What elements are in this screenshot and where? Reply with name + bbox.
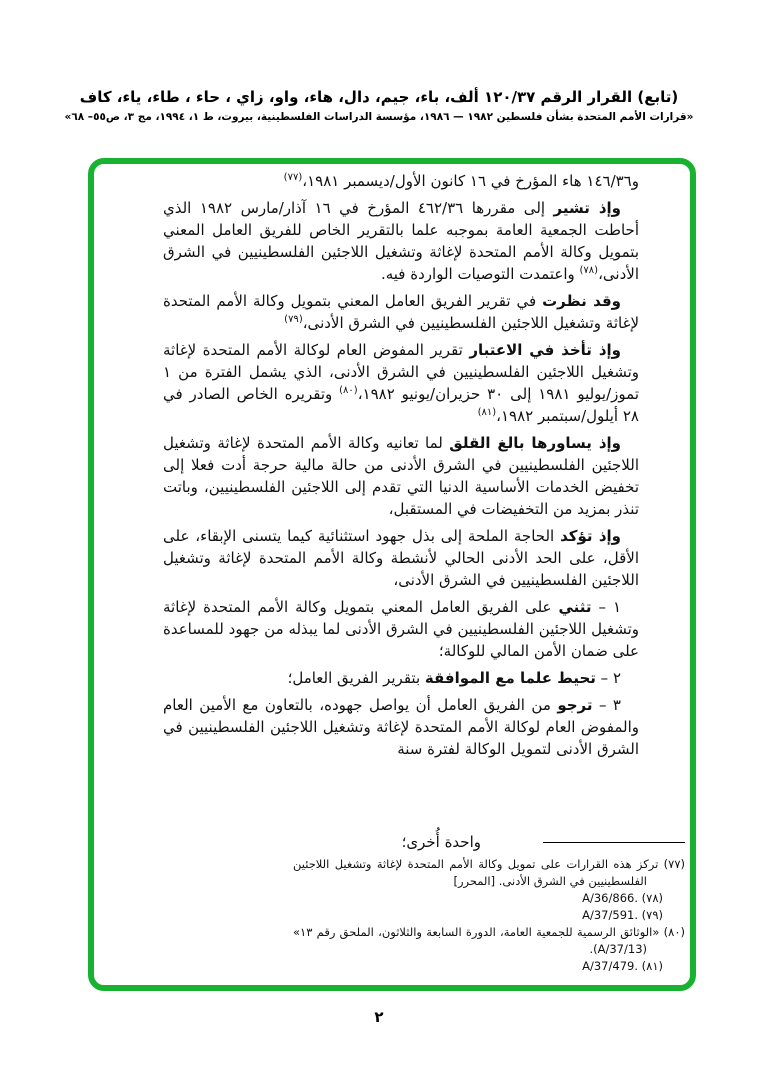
resolution-title: (تابع) القرار الرقم ١٢٠/٣٧ ألف، باء، جيم، دال، هاء، واو، زاي ، حاء ، طاء، ياء، كاف	[79, 88, 679, 106]
body-paragraph	[163, 694, 639, 760]
text-segment: وإذ تؤكد	[560, 527, 622, 545]
page-number: ٢	[374, 1008, 384, 1026]
footnote-number: (٧٧)	[658, 857, 685, 871]
text-segment: وإذ تشير	[553, 199, 621, 217]
text-segment: وتقريره الخاص الصادر في ٢٨ أيلول/سبتمبر ١٩٨٢،	[163, 385, 639, 425]
footnote-item	[293, 924, 685, 958]
text-segment: A/37/591.	[582, 908, 638, 922]
text-segment: الحاجة الملحة إلى بذل جهود استثنائية كيما يتسنى الإبقاء، على الأقل، على الحد الأدنى الحالي لأنشطة وكالة الأمم المتحدة لإغاثة وتشغيل اللاجئين الفلسطينيين في الشرق الأدنى،	[163, 527, 639, 589]
text-segment: لما تعانيه وكالة الأمم المتحدة لإغاثة وتشغيل اللاجئين الفلسطينيين في الشرق الأدنى من حالة مالية حرجة أدت فعلا إلى تخفيض الخدمات الأساسية الدنيا التي تقدم إلى اللاجئين الفلسطينيين، وباتت تنذر بمزيد من التخفيضات في المستقبل،	[163, 434, 639, 518]
text-segment: ٢ –	[595, 669, 621, 687]
page-header	[0, 88, 758, 123]
text-segment: في تقرير الفريق العامل المعني بتمويل وكالة الأمم المتحدة لإغاثة وتشغيل اللاجئين الفلسطينيين في الشرق الأدنى،	[163, 292, 639, 332]
content-frame	[88, 158, 696, 991]
text-segment: إلى مقررها ٤٦٢/٣٦ المؤرخ في ١٦ آذار/مارس ١٩٨٢ الذي أحاطت الجمعية العامة بموجبه علما بالتقرير الخاص للفريق العامل المعني بتمويل وكالة الأمم المتحدة لإغاثة وتشغيل اللاجئين الفلسطينيين في الشرق الأدنى،	[163, 199, 639, 283]
text-segment: و١٤٦/٣٦ هاء المؤرخ في ١٦ كانون الأول/ديسمبر ١٩٨١،	[302, 172, 639, 190]
text-segment: وإذ يساورها بالغ القلق	[449, 434, 621, 452]
footnote-item	[293, 907, 685, 924]
body-paragraph	[163, 525, 639, 591]
footnote-number: (٧٨)	[637, 891, 663, 905]
text-segment: واعتمدت التوصيات الواردة فيه.	[380, 265, 580, 283]
last-line-text: واحدة أُخرى؛	[401, 833, 481, 851]
body-paragraph	[163, 290, 639, 334]
body-paragraph	[163, 339, 639, 427]
source-citation: «قرارات الأمم المتحدة بشأن فلسطين ١٩٨٢ — ١٩٨٦، مؤسسة الدراسات الفلسطينية، بيروت، ط ١، ١٩٩٤، مج ٣، ص٥٥– ٦٨»	[64, 111, 694, 123]
text-segment: .	[589, 942, 594, 956]
footnote-reference: (٨٠)	[339, 385, 358, 396]
body-paragraph	[163, 197, 639, 285]
text-segment: وإذ تأخذ في الاعتبار	[469, 341, 622, 359]
text-segment: تقرير المفوض العام لوكالة الأمم المتحدة لإغاثة وتشغيل اللاجئين الفلسطينيين في الشرق الأدنى، الذي يشمل الفترة من ١ تموز/يوليو ١٩٨١ إلى ٣٠ حزيران/يونيو ١٩٨٢،	[163, 341, 639, 403]
last-line-row	[163, 832, 685, 853]
body-paragraph	[163, 667, 639, 689]
body-paragraph	[163, 432, 639, 520]
body-paragraph	[163, 596, 639, 662]
footnote-number: (٧٩)	[637, 908, 663, 922]
text-segment: A/36/866.	[582, 891, 638, 905]
body-paragraph	[163, 170, 639, 192]
text-segment: ترجو	[557, 696, 593, 714]
footnotes	[293, 856, 685, 975]
text-segment: ٣ –	[592, 696, 621, 714]
footnote-item	[293, 856, 685, 890]
resolution-body	[163, 170, 639, 832]
footnote-reference: (٧٩)	[284, 314, 303, 325]
text-segment: «الوثائق الرسمية للجمعية العامة، الدورة السابعة والثلاثون، الملحق رقم ١٣»	[293, 925, 660, 939]
text-segment: على الفريق العامل المعني بتمويل وكالة الأمم المتحدة لإغاثة وتشغيل اللاجئين الفلسطينيين في الشرق الأدنى لما يبذله من جهود للمساعدة على ضمان الأمن المالي للوكالة؛	[163, 598, 639, 660]
footnote-item	[293, 958, 685, 975]
text-segment: وقد نظرت	[542, 292, 621, 310]
text-segment: تثني	[558, 598, 592, 616]
footnote-separator	[543, 842, 685, 843]
text-segment: تركز هذه القرارات على تمويل وكالة الأمم المتحدة لإغاثة وتشغيل اللاجئين الفلسطينيين في الشرق الأدنى. [المحرر]	[293, 857, 659, 888]
bottom-block	[94, 832, 690, 975]
text-segment: A/37/479.	[582, 959, 638, 973]
footnote-reference: (٧٧)	[283, 172, 303, 183]
footnote-reference: (٧٨)	[579, 265, 599, 276]
footnote-item	[293, 890, 685, 907]
footnote-number: (٨٠)	[659, 925, 685, 939]
text-segment: (A/37/13)	[593, 942, 647, 956]
footnote-reference: (٨١)	[477, 407, 497, 418]
text-segment: بتقرير الفريق العامل؛	[287, 669, 425, 687]
text-segment: تحيط علما مع الموافقة	[424, 669, 596, 687]
footnote-number: (٨١)	[637, 959, 663, 973]
text-segment: من الفريق العامل أن يواصل جهوده، بالتعاون مع الأمين العام والمفوض العام لوكالة الأمم المتحدة لإغاثة وتشغيل اللاجئين الفلسطينيين في الشرق الأدنى لتمويل الوكالة لفترة سنة	[163, 696, 639, 758]
text-segment: ١ –	[591, 598, 621, 616]
